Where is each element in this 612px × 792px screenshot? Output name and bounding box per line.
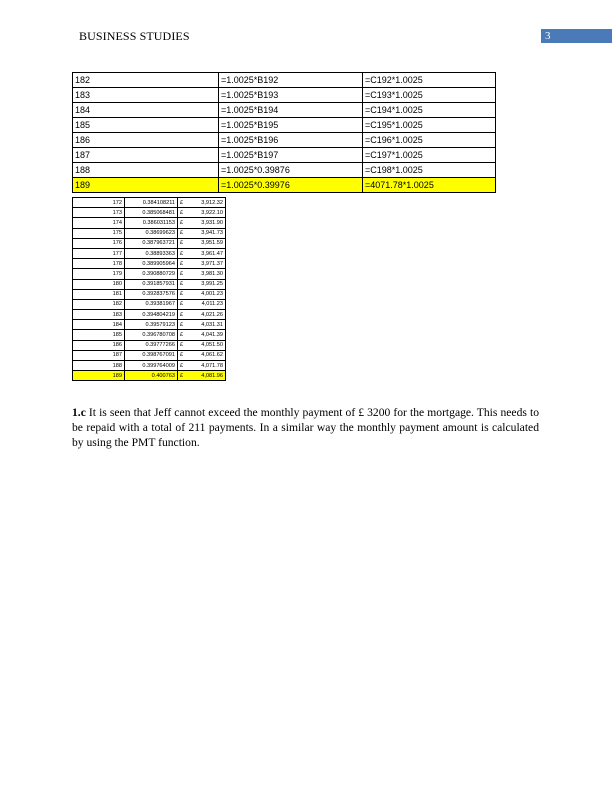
calc-amount-cell	[178, 269, 226, 279]
paragraph-text: It is seen that Jeff cannot exceed the monthly payment of £ 3200 for the mortgage. This needs to be repaid with a total of 211 payments. In a similar way the monthly payment amount is calculated by using the PMT function.	[72, 406, 539, 449]
calculation-table-row	[73, 330, 226, 340]
calc-rate-value: 0.38893363	[125, 248, 178, 258]
calc-rate-value: 0.38699623	[125, 228, 178, 238]
formula-table-cell: =4071.78*1.0025	[363, 178, 496, 193]
formula-table-row	[73, 178, 496, 193]
calc-amount-cell	[178, 289, 226, 299]
formula-table-row	[73, 103, 496, 118]
calc-amount-cell	[178, 299, 226, 309]
calculation-table-row	[73, 350, 226, 360]
formula-table-cell: =C194*1.0025	[363, 103, 496, 118]
calc-rate-value: 0.386031153	[125, 218, 178, 228]
calc-amount-value: 4,011.23	[201, 301, 223, 308]
calc-rate-value: 0.398767091	[125, 350, 178, 360]
formula-table-row	[73, 133, 496, 148]
calc-amount-cell	[178, 310, 226, 320]
calc-rate-value: 0.39777266	[125, 340, 178, 350]
currency-symbol: £	[180, 362, 184, 369]
formula-table	[72, 72, 496, 193]
formula-table-cell: =1.0025*0.39876	[219, 163, 363, 178]
formula-table-cell: =C192*1.0025	[363, 73, 496, 88]
calculation-table-row	[73, 238, 226, 248]
formula-table-cell: =C196*1.0025	[363, 133, 496, 148]
formula-table-row	[73, 73, 496, 88]
calc-amount-value: 3,981.30	[201, 270, 223, 277]
formula-table-cell: =1.0025*B196	[219, 133, 363, 148]
formula-table-cell: 188	[73, 163, 219, 178]
calc-amount-value: 4,061.62	[201, 352, 223, 359]
currency-symbol: £	[180, 372, 184, 379]
formula-table-row	[73, 88, 496, 103]
calc-row-number: 179	[73, 269, 125, 279]
formula-table-cell: 187	[73, 148, 219, 163]
calc-rate-value: 0.396780708	[125, 330, 178, 340]
calc-rate-value: 0.384108211	[125, 198, 178, 208]
calc-row-number: 181	[73, 289, 125, 299]
formula-table-cell: 185	[73, 118, 219, 133]
calc-amount-cell	[178, 238, 226, 248]
formula-table-row	[73, 163, 496, 178]
calc-amount-cell	[178, 320, 226, 330]
calculation-table-row	[73, 259, 226, 269]
calculation-table-row	[73, 198, 226, 208]
calc-amount-cell	[178, 361, 226, 371]
formula-table-cell: 182	[73, 73, 219, 88]
formula-table-cell: =C198*1.0025	[363, 163, 496, 178]
calc-amount-value: 3,931.90	[201, 219, 223, 226]
formula-table-cell: 184	[73, 103, 219, 118]
calculation-table-row	[73, 299, 226, 309]
calc-rate-value: 0.400763	[125, 371, 178, 381]
page-number-badge: 3	[541, 29, 612, 43]
calculation-table-row	[73, 340, 226, 350]
calculation-table-row	[73, 248, 226, 258]
formula-table-cell: =1.0025*0.39976	[219, 178, 363, 193]
currency-symbol: £	[180, 342, 184, 349]
calculation-table-row	[73, 208, 226, 218]
calc-row-number: 182	[73, 299, 125, 309]
formula-table-cell: =C197*1.0025	[363, 148, 496, 163]
calc-rate-value: 0.39381967	[125, 299, 178, 309]
calc-amount-value: 4,051.50	[201, 342, 223, 349]
running-header-title: BUSINESS STUDIES	[79, 29, 190, 43]
calc-row-number: 174	[73, 218, 125, 228]
formula-table-cell: =1.0025*B193	[219, 88, 363, 103]
calculation-table	[72, 197, 226, 381]
calc-row-number: 176	[73, 238, 125, 248]
currency-symbol: £	[180, 230, 184, 237]
calculation-table-row	[73, 218, 226, 228]
calc-amount-cell	[178, 228, 226, 238]
calc-row-number: 183	[73, 310, 125, 320]
currency-symbol: £	[180, 250, 184, 257]
calc-row-number: 178	[73, 259, 125, 269]
section-label: 1.c	[72, 406, 86, 419]
calc-amount-value: 4,001.23	[201, 291, 223, 298]
formula-table-cell: 186	[73, 133, 219, 148]
calc-row-number: 184	[73, 320, 125, 330]
calc-rate-value: 0.389905964	[125, 259, 178, 269]
currency-symbol: £	[180, 260, 184, 267]
currency-symbol: £	[180, 281, 184, 288]
calc-row-number: 189	[73, 371, 125, 381]
calculation-table-row	[73, 228, 226, 238]
calc-amount-cell	[178, 248, 226, 258]
calc-amount-cell	[178, 259, 226, 269]
calc-amount-cell	[178, 330, 226, 340]
calc-amount-cell	[178, 198, 226, 208]
calc-amount-cell	[178, 340, 226, 350]
calc-amount-value: 3,971.37	[201, 260, 223, 267]
body-paragraph	[72, 405, 539, 450]
calc-row-number: 188	[73, 361, 125, 371]
calc-row-number: 173	[73, 208, 125, 218]
calc-amount-value: 3,922.10	[201, 209, 223, 216]
calc-amount-value: 3,912.32	[201, 199, 223, 206]
calculation-table-row	[73, 361, 226, 371]
calculation-table-row	[73, 279, 226, 289]
formula-table-cell: =C195*1.0025	[363, 118, 496, 133]
calc-amount-value: 4,071.78	[201, 362, 223, 369]
formula-table-row	[73, 118, 496, 133]
calc-rate-value: 0.39579123	[125, 320, 178, 330]
calc-rate-value: 0.394804219	[125, 310, 178, 320]
currency-symbol: £	[180, 321, 184, 328]
calc-row-number: 180	[73, 279, 125, 289]
calc-amount-cell	[178, 208, 226, 218]
formula-table-cell: =1.0025*B197	[219, 148, 363, 163]
calc-rate-value: 0.390880729	[125, 269, 178, 279]
formula-table-cell: =1.0025*B192	[219, 73, 363, 88]
calc-amount-value: 3,951.59	[201, 240, 223, 247]
calc-amount-value: 4,031.31	[201, 321, 223, 328]
calc-row-number: 175	[73, 228, 125, 238]
formula-table-cell: 183	[73, 88, 219, 103]
calc-row-number: 187	[73, 350, 125, 360]
currency-symbol: £	[180, 270, 184, 277]
currency-symbol: £	[180, 240, 184, 247]
calc-amount-cell	[178, 279, 226, 289]
calc-rate-value: 0.391857931	[125, 279, 178, 289]
calc-row-number: 177	[73, 248, 125, 258]
calc-rate-value: 0.392837576	[125, 289, 178, 299]
calc-row-number: 185	[73, 330, 125, 340]
calculation-table-row	[73, 289, 226, 299]
calculation-table-row	[73, 269, 226, 279]
calc-rate-value: 0.399764009	[125, 361, 178, 371]
formula-table-cell: 189	[73, 178, 219, 193]
currency-symbol: £	[180, 199, 184, 206]
calc-amount-value: 3,991.25	[201, 281, 223, 288]
calc-row-number: 172	[73, 198, 125, 208]
calculation-table-row	[73, 310, 226, 320]
calc-amount-cell	[178, 371, 226, 381]
formula-table-row	[73, 148, 496, 163]
formula-table-cell: =C193*1.0025	[363, 88, 496, 103]
calc-amount-cell	[178, 350, 226, 360]
currency-symbol: £	[180, 219, 184, 226]
currency-symbol: £	[180, 291, 184, 298]
formula-table-cell: =1.0025*B194	[219, 103, 363, 118]
calc-amount-value: 4,041.39	[201, 332, 223, 339]
calc-row-number: 186	[73, 340, 125, 350]
currency-symbol: £	[180, 209, 184, 216]
calc-amount-value: 4,021.26	[201, 311, 223, 318]
calc-amount-value: 3,961.47	[201, 250, 223, 257]
calc-amount-cell	[178, 218, 226, 228]
calc-rate-value: 0.385068481	[125, 208, 178, 218]
currency-symbol: £	[180, 332, 184, 339]
currency-symbol: £	[180, 311, 184, 318]
currency-symbol: £	[180, 301, 184, 308]
calc-amount-value: 4,081.96	[201, 372, 223, 379]
calc-rate-value: 0.387963721	[125, 238, 178, 248]
formula-table-cell: =1.0025*B195	[219, 118, 363, 133]
calculation-table-row	[73, 371, 226, 381]
calc-amount-value: 3,941.73	[201, 230, 223, 237]
currency-symbol: £	[180, 352, 184, 359]
calculation-table-row	[73, 320, 226, 330]
